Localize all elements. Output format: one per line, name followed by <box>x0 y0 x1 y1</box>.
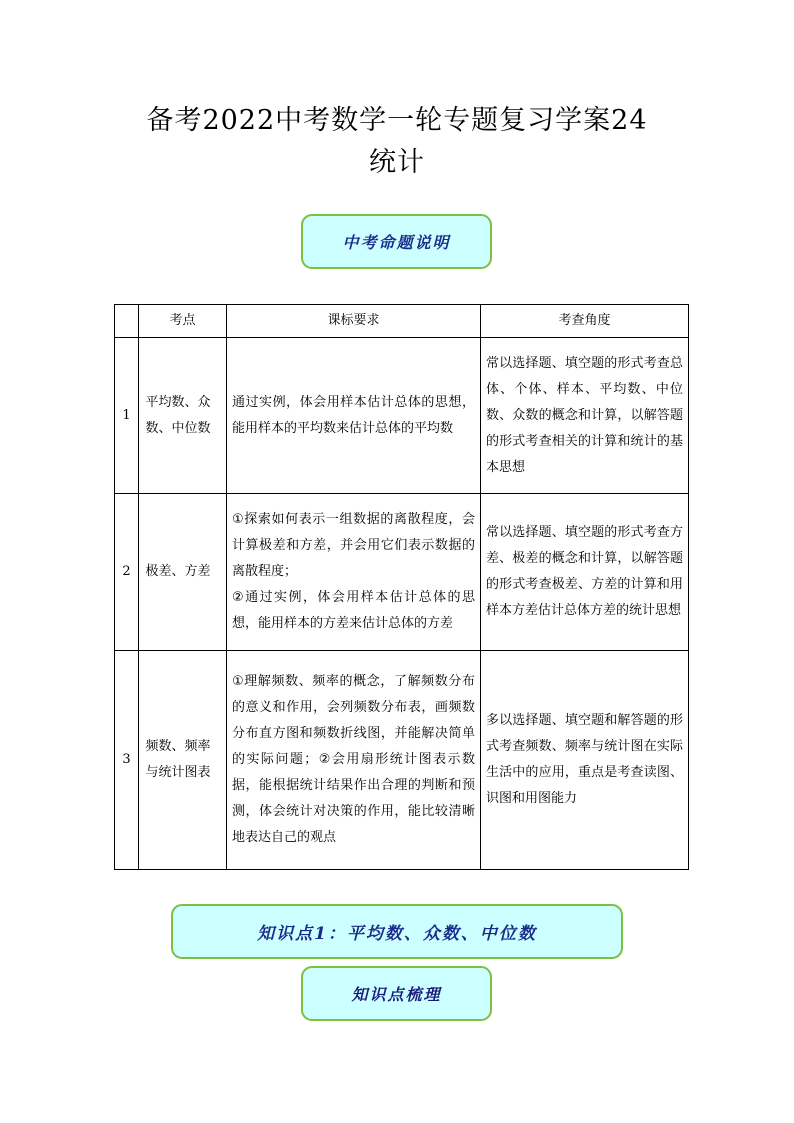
row-requirement <box>227 494 481 651</box>
table-row <box>115 494 689 651</box>
header-requirement: 课标要求 <box>227 305 481 338</box>
table-row <box>115 651 689 870</box>
row-point <box>139 338 227 494</box>
table-header-row <box>115 305 689 338</box>
row-requirement: 通过实例，体会用样本估计总体的思想，能用样本的平均数来估计总体的平均数 <box>227 338 481 494</box>
row-point-text: 极差、方差 <box>145 564 211 579</box>
row-point-text: 平均数、众数、中位数 <box>145 394 211 436</box>
section-header-exam-spec: 中考命题说明 <box>301 214 492 269</box>
row-index: 1 <box>115 338 139 494</box>
header-point: 考点 <box>139 305 227 338</box>
row-angle: 常以选择题、填空题的形式考查总体、个体、样本、平均数、中位数、众数的概念和计算，以解答题的形式考查相关的计算和统计的基本思想 <box>481 338 689 494</box>
exam-spec-table <box>114 304 689 870</box>
row-requirement-part-2: ②通过实例，体会用样本估计总体的思想，能用样本的方差来估计总体的方差 <box>232 590 475 631</box>
row-index: 2 <box>115 494 139 651</box>
row-point <box>139 494 227 651</box>
row-requirement-part-1: ①探索如何表示一组数据的离散程度，会计算极差和方差，并会用它们表示数据的离散程度； <box>232 512 475 579</box>
row-requirement: ①理解频数、频率的概念，了解频数分布的意义和作用，会列频数分布表，画频数分布直方图和频数折线图，并能解决简单的实际问题；②会用扇形统计图表示数据，能根据统计结果作出合理的判断和预测，体会统计对决策的作用，能比较清晰地表达自己的观点 <box>227 651 481 870</box>
table-row <box>115 338 689 494</box>
row-point <box>139 651 227 870</box>
header-index <box>115 305 139 338</box>
row-angle: 常以选择题、填空题的形式考查方差、极差的概念和计算，以解答题的形式考查极差、方差的计算和用样本方差估计总体方差的统计思想 <box>481 494 689 651</box>
section-header-knowledge-review: 知识点梳理 <box>301 966 492 1021</box>
document-subtitle: 统计 <box>369 147 425 178</box>
row-point-text: 频数、频率与统计图表 <box>145 739 211 780</box>
row-index: 3 <box>115 651 139 870</box>
document-title: 备考2022中考数学一轮专题复习学案24 <box>146 105 648 136</box>
header-angle: 考查角度 <box>481 305 689 338</box>
section-header-knowledge-point-1: 知识点1：平均数、众数、中位数 <box>171 904 623 959</box>
row-angle: 多以选择题、填空题和解答题的形式考查频数、频率与统计图在实际生活中的应用，重点是考查读图、识图和用图能力 <box>481 651 689 870</box>
